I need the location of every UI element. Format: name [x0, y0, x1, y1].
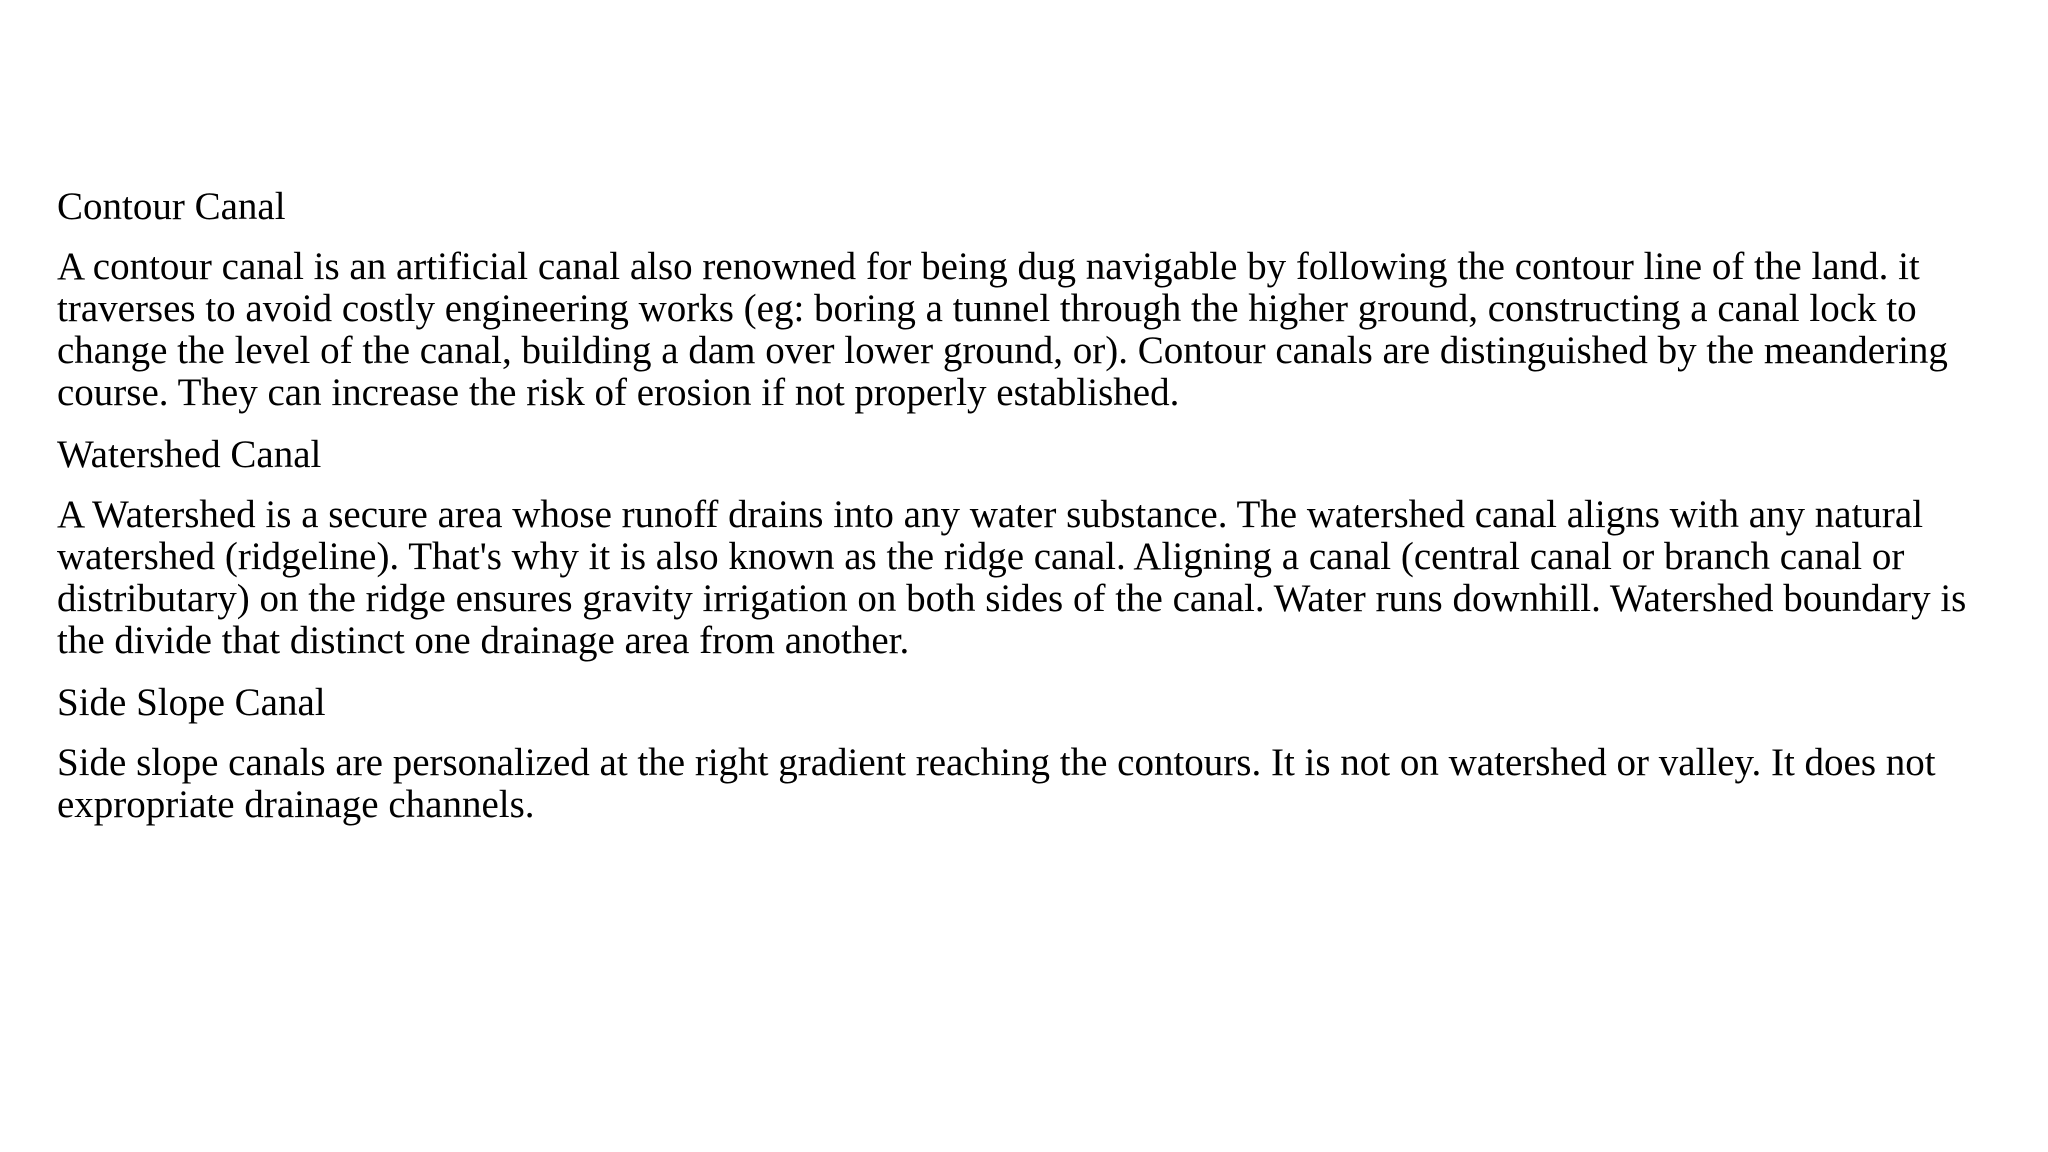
- section-body-watershed-canal: A Watershed is a secure area whose runoff drains into any water substance. The watershed canal aligns with any natural watershed (ridgeline). That's why it is also known as the ridge canal. Aligning a canal (central canal or branch canal or distributary) on the ridge ensures gravity irrigation on both sides of the canal. Water runs downhill. Watershed boundary is the divide that distinct one drainage area from another.: [57, 493, 1967, 662]
- section-heading-side-slope-canal: Side Slope Canal: [57, 681, 326, 724]
- section-heading-watershed-canal: Watershed Canal: [57, 433, 322, 476]
- section-body-contour-canal: A contour canal is an artificial canal also renowned for being dug navigable by following the contour line of the land. it traverses to avoid costly engineering works (eg: boring a tunnel through the higher ground, constructing a canal lock to change the level of the canal, building a dam over lower ground, or). Contour canals are distinguished by the meandering course. They can increase the risk of erosion if not properly established.: [57, 245, 1948, 414]
- section-body-side-slope-canal: Side slope canals are personalized at the right gradient reaching the contours. It is not on watershed or valley. It does not expropriate drainage channels.: [57, 741, 1936, 826]
- section-heading-contour-canal: Contour Canal: [57, 185, 286, 228]
- document-content: [57, 184, 2017, 844]
